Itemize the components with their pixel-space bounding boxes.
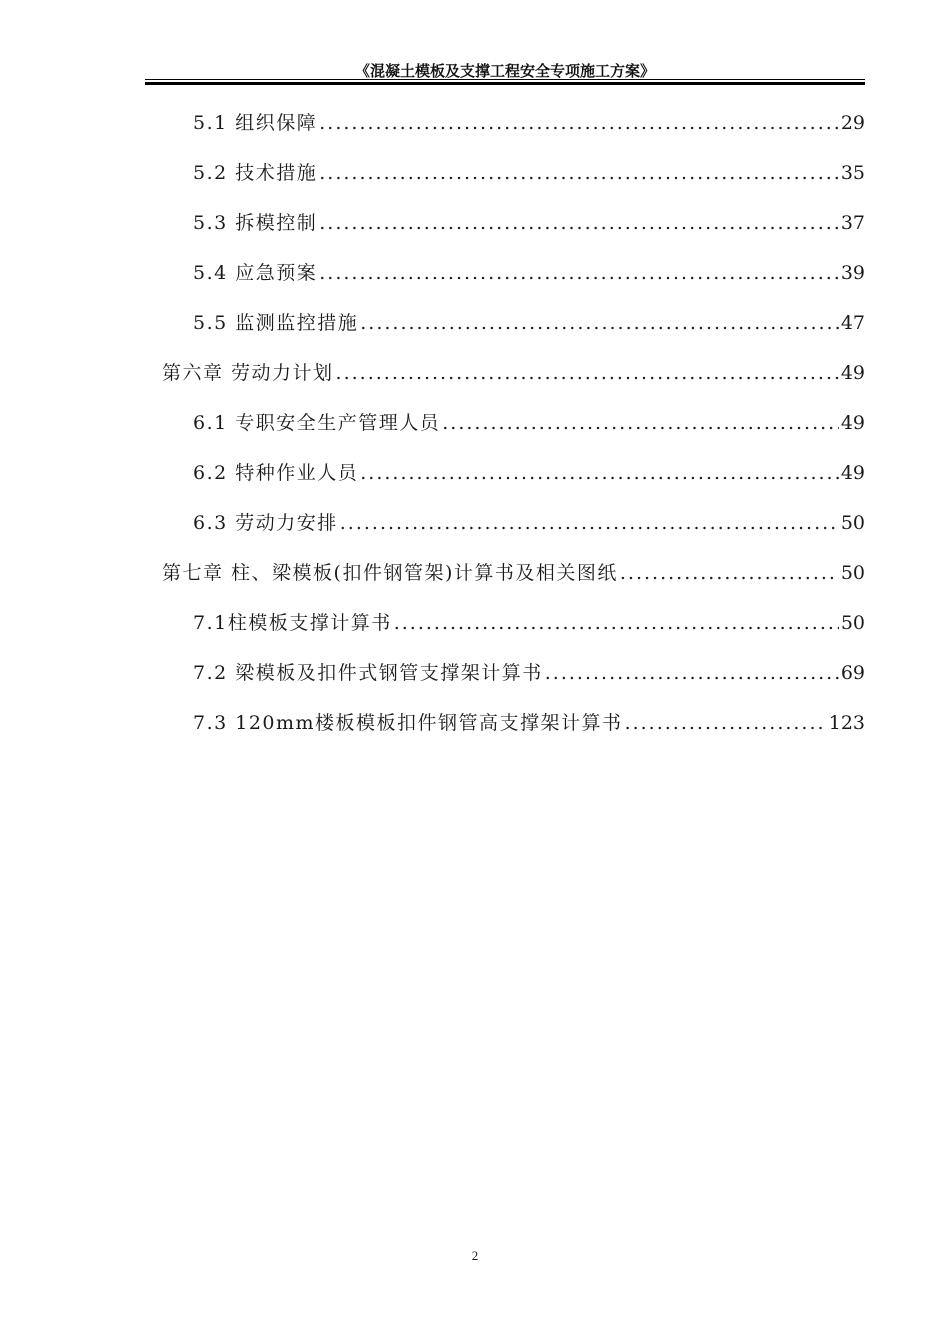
toc-entry-label: 第六章 劳动力计划 — [162, 362, 334, 384]
toc-entry-label: 5.3 拆模控制 — [193, 212, 318, 234]
toc-entry-label: 6.3 劳动力安排 — [193, 512, 338, 534]
toc-page-number: 29 — [840, 112, 865, 134]
toc-page-number: 37 — [840, 212, 865, 234]
toc-dot-leader — [336, 362, 839, 384]
toc-item[interactable] — [193, 158, 865, 192]
toc-item[interactable] — [193, 508, 865, 542]
toc-page-number: 49 — [840, 462, 865, 484]
toc-page-number: 69 — [840, 662, 865, 684]
toc-entry-label: 7.1柱模板支撑计算书 — [193, 612, 392, 634]
toc-page-number: 50 — [840, 562, 865, 584]
header-rule-thin — [145, 79, 865, 80]
toc-page-number: 35 — [840, 162, 865, 184]
toc-item[interactable] — [193, 108, 865, 142]
toc-item[interactable] — [193, 608, 865, 642]
toc-page-number: 50 — [840, 512, 865, 534]
toc-item[interactable] — [193, 458, 865, 492]
document-header-title: 《混凝土模板及支撑工程安全专项施工方案》 — [354, 62, 655, 80]
toc-entry-label: 7.3 120mm楼板模板扣件钢管高支撑架计算书 — [193, 712, 623, 734]
toc-item[interactable] — [193, 308, 865, 342]
toc-dot-leader — [319, 212, 839, 234]
toc-dot-leader — [360, 312, 839, 334]
toc-dot-leader — [319, 162, 839, 184]
toc-entry-label: 7.2 梁模板及扣件式钢管支撑架计算书 — [193, 662, 543, 684]
toc-entry-label: 5.2 技术措施 — [193, 162, 318, 184]
toc-page-number: 47 — [840, 312, 865, 334]
toc-dot-leader — [360, 462, 839, 484]
toc-item[interactable] — [193, 658, 865, 692]
toc-dot-leader — [545, 662, 839, 684]
toc-entry-label: 5.1 组织保障 — [193, 112, 318, 134]
toc-page-number: 49 — [840, 412, 865, 434]
toc-dot-leader — [442, 412, 839, 434]
header-rule-thick — [145, 82, 865, 85]
toc-dot-leader — [319, 262, 839, 284]
toc-item[interactable] — [193, 258, 865, 292]
toc-item[interactable] — [193, 708, 865, 742]
toc-entry-label: 5.5 监测监控措施 — [193, 312, 359, 334]
toc-dot-leader — [319, 112, 839, 134]
toc-entry-label: 6.2 特种作业人员 — [193, 462, 359, 484]
toc-page-number: 123 — [828, 712, 865, 734]
toc-page-number: 50 — [840, 612, 865, 634]
toc-entry-label: 第七章 柱、梁模板(扣件钢管架)计算书及相关图纸 — [162, 562, 618, 584]
toc-item[interactable] — [193, 408, 865, 442]
toc-item[interactable] — [162, 358, 865, 392]
toc-dot-leader — [620, 562, 839, 584]
toc-page-number: 39 — [840, 262, 865, 284]
toc-entry-label: 6.1 专职安全生产管理人员 — [193, 412, 441, 434]
toc-entry-label: 5.4 应急预案 — [193, 262, 318, 284]
page-number: 2 — [471, 1248, 479, 1263]
toc-dot-leader — [625, 712, 827, 734]
toc-dot-leader — [340, 512, 839, 534]
toc-page-number: 49 — [840, 362, 865, 384]
toc-dot-leader — [394, 612, 839, 634]
toc-item[interactable] — [193, 208, 865, 242]
toc-item[interactable] — [162, 558, 865, 592]
